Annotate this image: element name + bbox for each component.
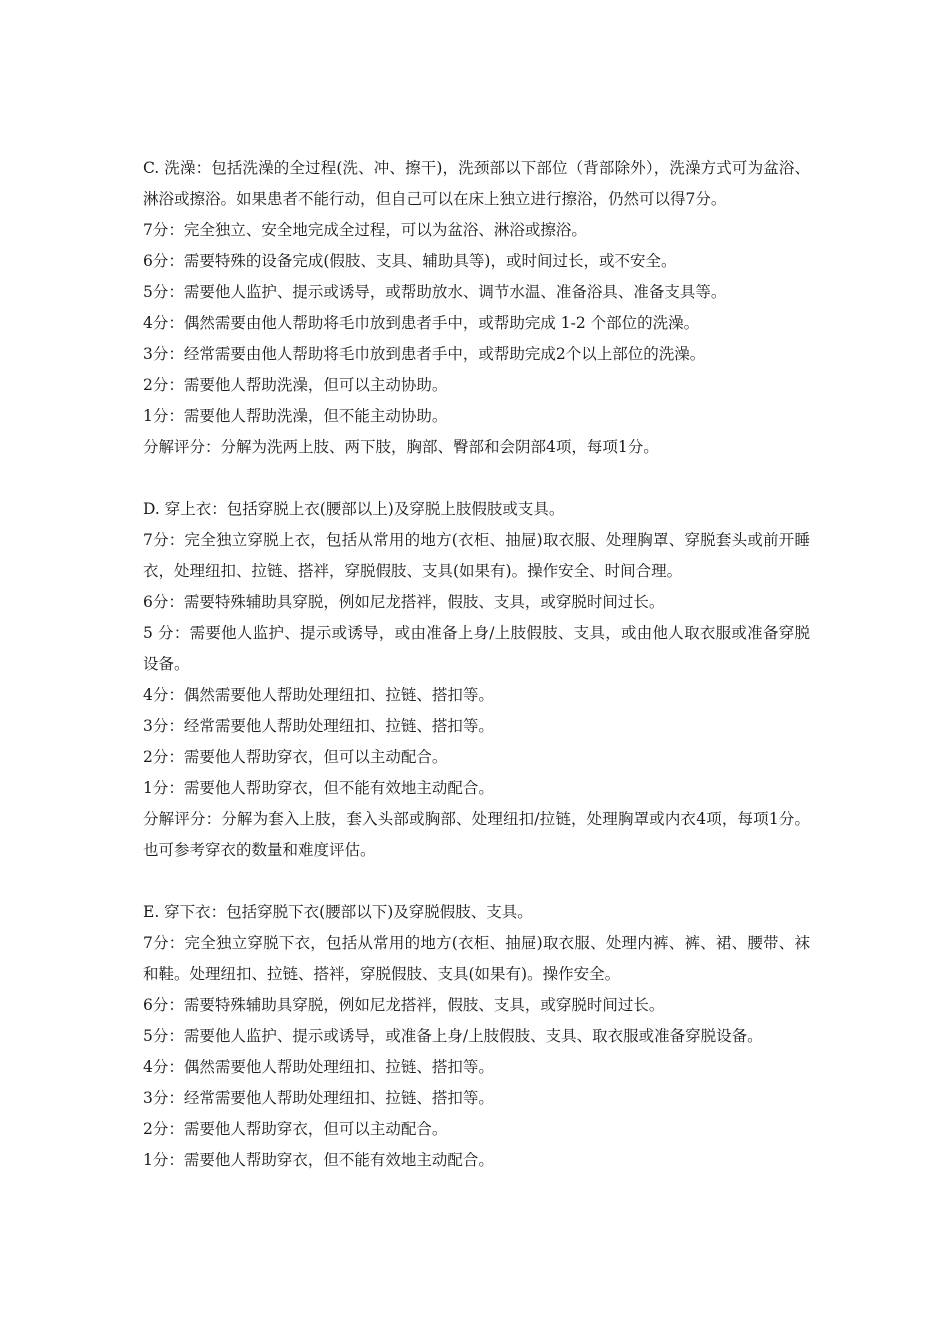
score-3: 3分：经常需要他人帮助处理纽扣、拉链、搭扣等。 (143, 1089, 494, 1107)
score-3: 3分：经常需要由他人帮助将毛巾放到患者手中，或帮助完成2个以上部位的洗澡。 (143, 345, 706, 363)
score-2: 2分：需要他人帮助穿衣，但可以主动配合。 (143, 1120, 448, 1138)
score-2: 2分：需要他人帮助穿衣，但可以主动配合。 (143, 748, 448, 766)
breakdown-scoring: 分解评分：分解为洗两上肢、两下肢，胸部、臀部和会阴部4项，每项1分。 (143, 438, 659, 456)
section-bathing (143, 153, 810, 463)
document-body (143, 153, 810, 1176)
score-4: 4分：偶然需要由他人帮助将毛巾放到患者手中，或帮助完成 1-2 个部位的洗澡。 (143, 314, 700, 332)
section-heading: C. 洗澡：包括洗澡的全过程(洗、冲、擦干)，洗颈部以下部位（背部除外），洗澡方式可为盆浴、淋浴或擦浴。如果患者不能行动，但自己可以在床上独立进行擦浴，仍然可以得7分。 (143, 159, 810, 208)
section-lower-dressing (143, 897, 810, 1176)
section-heading: D. 穿上衣：包括穿脱上衣(腰部以上)及穿脱上肢假肢或支具。 (143, 500, 565, 518)
score-7: 7分：完全独立、安全地完成全过程，可以为盆浴、淋浴或擦浴。 (143, 221, 587, 239)
score-6: 6分：需要特殊的设备完成(假肢、支具、辅助具等)，或时间过长，或不安全。 (143, 252, 677, 270)
score-5: 5 分：需要他人监护、提示或诱导，或由准备上身/上肢假肢、支具，或由他人取衣服或准备穿脱设备。 (143, 624, 810, 673)
section-heading: E. 穿下衣：包括穿脱下衣(腰部以下)及穿脱假肢、支具。 (143, 903, 533, 921)
section-upper-dressing (143, 494, 810, 866)
score-7: 7分：完全独立穿脱下衣，包括从常用的地方(衣柜、抽屉)取衣服、处理内裤、裤、裙、腰带、袜和鞋。处理纽扣、拉链、搭袢，穿脱假肢、支具(如果有)。操作安全。 (143, 934, 810, 983)
score-1: 1分：需要他人帮助穿衣，但不能有效地主动配合。 (143, 1151, 494, 1169)
score-7: 7分：完全独立穿脱上衣，包括从常用的地方(衣柜、抽屉)取衣服、处理胸罩、穿脱套头或前开睡衣，处理纽扣、拉链、搭袢，穿脱假肢、支具(如果有)。操作安全、时间合理。 (143, 531, 810, 580)
score-2: 2分：需要他人帮助洗澡，但可以主动协助。 (143, 376, 448, 394)
score-5: 5分：需要他人监护、提示或诱导，或帮助放水、调节水温、准备浴具、准备支具等。 (143, 283, 727, 301)
score-6: 6分：需要特殊辅助具穿脱，例如尼龙搭袢，假肢、支具，或穿脱时间过长。 (143, 593, 665, 611)
score-1: 1分：需要他人帮助穿衣，但不能有效地主动配合。 (143, 779, 494, 797)
score-4: 4分：偶然需要他人帮助处理纽扣、拉链、搭扣等。 (143, 1058, 494, 1076)
score-5: 5分：需要他人监护、提示或诱导，或准备上身/上肢假肢、支具、取衣服或准备穿脱设备。 (143, 1027, 763, 1045)
score-4: 4分：偶然需要他人帮助处理纽扣、拉链、搭扣等。 (143, 686, 494, 704)
breakdown-scoring: 分解评分：分解为套入上肢，套入头部或胸部、处理纽扣/拉链，处理胸罩或内衣4项，每项1分。也可参考穿衣的数量和难度评估。 (143, 810, 810, 859)
score-1: 1分：需要他人帮助洗澡，但不能主动协助。 (143, 407, 448, 425)
score-3: 3分：经常需要他人帮助处理纽扣、拉链、搭扣等。 (143, 717, 494, 735)
score-6: 6分：需要特殊辅助具穿脱，例如尼龙搭袢，假肢、支具，或穿脱时间过长。 (143, 996, 665, 1014)
